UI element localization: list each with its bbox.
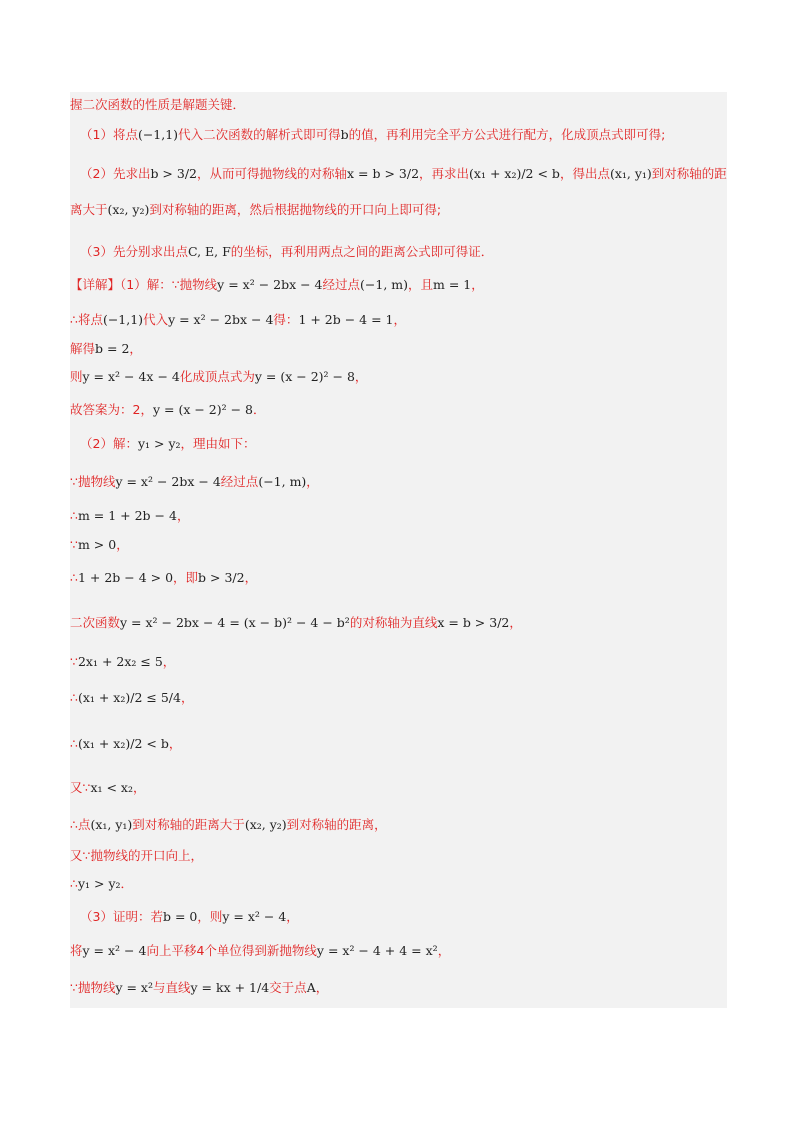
text-run: ∵ <box>70 537 78 552</box>
math-expression: y = x² − 4 <box>82 943 147 958</box>
text-line <box>70 164 727 184</box>
text-line <box>70 310 727 330</box>
math-expression: b > 3/2 <box>198 570 245 585</box>
math-expression: (x₁, y₁) <box>609 166 652 181</box>
text-run: ， <box>393 312 407 327</box>
text-line <box>70 568 727 588</box>
text-run: ． <box>253 402 266 417</box>
text-line <box>70 874 727 894</box>
math-expression: 2x₁ + 2x₂ ≤ 5 <box>77 654 163 669</box>
text-run: ，从而可得抛物线的对称轴 <box>197 166 348 181</box>
text-run: 到对称轴的距离，然后根据抛物线的开口向上即可得; <box>149 202 442 217</box>
text-run: ， <box>437 943 451 958</box>
math-expression: (x₁ + x₂)/2 < b <box>469 166 560 181</box>
text-run: ∴ <box>70 508 78 523</box>
math-expression: 1 + 2b − 4 = 1 <box>298 312 394 327</box>
text-line <box>70 978 727 998</box>
math-expression: x = b > 3/2 <box>437 615 510 630</box>
math-expression: y₁ > y₂ <box>77 876 121 891</box>
text-run: ∵ <box>70 654 78 669</box>
math-expression: (−1, m) <box>360 277 409 292</box>
math-expression: y = x² − 2bx − 4 <box>217 277 323 292</box>
text-run: （2）解： <box>80 436 138 451</box>
text-run: 将 <box>70 943 83 958</box>
text-run: 离大于 <box>70 202 108 217</box>
text-run: ， <box>509 615 522 630</box>
text-run: 的值，再利用完全平方公式进行配方，化成顶点式即可得; <box>348 127 666 142</box>
text-run: 到对称轴的距离大于 <box>132 817 245 832</box>
text-run: 代入二次函数的解析式即可得 <box>178 127 341 142</box>
text-run: ∴ <box>70 690 78 705</box>
text-run: 二次函数 <box>70 615 121 630</box>
text-run: ， <box>354 369 368 384</box>
text-line <box>70 472 727 492</box>
text-run: ∵抛物线 <box>70 980 116 995</box>
text-run: 到对称轴的距 <box>651 166 727 181</box>
text-run: 与直线 <box>153 980 191 995</box>
text-line <box>70 613 727 633</box>
text-line <box>70 200 727 220</box>
text-line <box>70 652 727 672</box>
math-expression: y = (x − 2)² − 8 <box>152 402 254 417</box>
text-run: ，则 <box>197 909 223 924</box>
text-run: 化成顶点式为 <box>179 369 255 384</box>
text-line <box>70 275 727 295</box>
math-expression: m > 0 <box>77 537 117 552</box>
text-line <box>70 95 727 115</box>
text-line <box>70 688 727 708</box>
text-run: ∴ <box>70 736 78 751</box>
text-run: ， <box>168 736 182 751</box>
text-run: ，即 <box>173 570 199 585</box>
text-run: 向上平移4个单位得到新抛物线 <box>146 943 317 958</box>
text-run: ， <box>180 690 194 705</box>
math-expression: y = x² − 4 <box>222 909 287 924</box>
text-run: ， <box>176 508 190 523</box>
text-run: （3）证明：若 <box>80 909 163 924</box>
text-line <box>70 400 727 420</box>
text-run: ， <box>133 780 146 795</box>
math-expression: b = 0 <box>162 909 198 924</box>
text-run: ∴ <box>70 570 78 585</box>
text-run: ， <box>306 474 319 489</box>
text-line <box>70 535 727 555</box>
text-run: ∵抛物线 <box>70 474 116 489</box>
math-expression: A <box>306 980 316 995</box>
text-run: 又∵ <box>70 780 91 795</box>
math-expression: C, E, F <box>187 244 231 259</box>
text-line <box>70 339 727 359</box>
math-expression: y = kx + 1/4 <box>190 980 270 995</box>
math-expression: y = x² − 2bx − 4 = (x − b)² − 4 − b² <box>120 615 350 630</box>
text-run: 的坐标，再利用两点之间的距离公式即可得证． <box>230 244 494 259</box>
text-line <box>70 242 727 262</box>
text-run: 经过点 <box>220 474 259 489</box>
text-run: 【详解】（1）解：∵抛物线 <box>70 277 218 292</box>
text-line <box>70 907 727 927</box>
text-run: ，且 <box>408 277 434 292</box>
text-run: 交于点 <box>269 980 307 995</box>
text-line <box>70 941 727 961</box>
text-run: 代入 <box>143 312 169 327</box>
math-expression: 1 + 2b − 4 > 0 <box>77 570 174 585</box>
text-run: ， <box>315 980 329 995</box>
text-run: 握二次函数的性质是解题关键． <box>70 97 246 112</box>
text-run: 故答案为：2， <box>70 402 153 417</box>
math-expression: y = x² − 4x − 4 <box>82 369 180 384</box>
text-run: ∴将点 <box>70 312 103 327</box>
math-expression: (−1,1) <box>137 127 179 142</box>
math-expression: y = x² <box>115 980 153 995</box>
math-expression: x = b > 3/2 <box>347 166 420 181</box>
text-line <box>70 125 727 145</box>
text-run: （3）先分别求出点 <box>80 244 188 259</box>
math-expression: (−1,1) <box>102 312 144 327</box>
text-run: 经过点 <box>322 277 361 292</box>
text-run: ， <box>244 570 258 585</box>
text-run: 的对称轴为直线 <box>349 615 438 630</box>
text-line <box>70 506 727 526</box>
text-run: ． <box>120 876 134 891</box>
math-expression: (−1, m) <box>258 474 307 489</box>
text-run: ，再求出 <box>419 166 470 181</box>
text-run: 解得 <box>70 341 96 356</box>
document-panel <box>70 92 727 1008</box>
text-run: （2）先求出 <box>80 166 151 181</box>
text-run: ， <box>286 909 299 924</box>
text-run: ，理由如下： <box>180 436 256 451</box>
math-expression: b > 3/2 <box>150 166 197 181</box>
math-expression: y₁ > y₂ <box>137 436 181 451</box>
math-expression: (x₂, y₂) <box>244 817 287 832</box>
text-run: ， <box>162 654 176 669</box>
math-expression: (x₁, y₁) <box>90 817 133 832</box>
math-expression: (x₂, y₂) <box>107 202 150 217</box>
text-run: ∴ <box>70 876 78 891</box>
text-line <box>70 846 727 866</box>
math-expression: m = 1 + 2b − 4 <box>77 508 177 523</box>
text-line <box>70 367 727 387</box>
text-run: ， <box>471 277 484 292</box>
text-line <box>70 815 727 835</box>
math-expression: y = x² − 2bx − 4 <box>168 312 274 327</box>
math-expression: y = x² − 2bx − 4 <box>115 474 221 489</box>
text-run: 到对称轴的距离， <box>286 817 387 832</box>
text-run: ， <box>129 341 142 356</box>
text-run: ∴点 <box>70 817 91 832</box>
text-run: 又∵抛物线的开口向上， <box>70 848 203 863</box>
math-expression: (x₁ + x₂)/2 ≤ 5/4 <box>77 690 181 705</box>
text-run: 得： <box>273 312 299 327</box>
text-line <box>70 778 727 798</box>
text-line <box>70 734 727 754</box>
text-run: 则 <box>70 369 83 384</box>
math-expression: y = x² − 4 + 4 = x² <box>316 943 438 958</box>
math-expression: x₁ < x₂ <box>90 780 133 795</box>
text-run: ， <box>116 537 129 552</box>
text-run: ，得出点 <box>559 166 610 181</box>
text-run: （1）将点 <box>80 127 138 142</box>
math-expression: (x₁ + x₂)/2 < b <box>77 736 169 751</box>
text-line <box>70 434 727 454</box>
math-expression: y = (x − 2)² − 8 <box>254 369 355 384</box>
math-expression: b <box>340 127 349 142</box>
math-expression: b = 2 <box>95 341 130 356</box>
math-expression: m = 1 <box>433 277 472 292</box>
